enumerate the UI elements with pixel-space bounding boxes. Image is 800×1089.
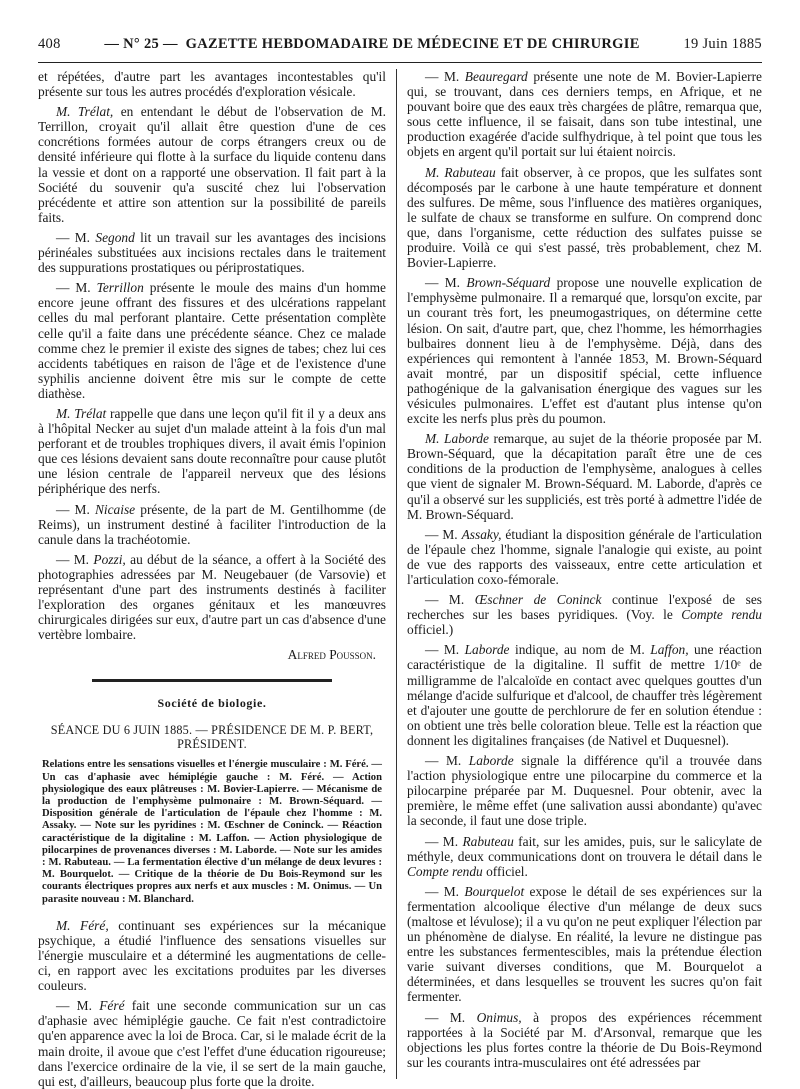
paragraph-text: au début de la séance, a offert à la Société des photographies adressées par M. Neugebauer (de Varsovie) et représentant d'une part des instruments destinés à faciliter l'exploration des organes génitaux et les manœuvres chirurgicales dirigées sur eux, d'autre part un cas d'absence d'une vertèbre lombaire. (38, 551, 386, 643)
dash-prefix: — M. (56, 998, 100, 1014)
speaker-name: Laborde (464, 642, 510, 658)
page-number: 408 (38, 36, 61, 52)
paragraph-text: présente le moule des mains d'un homme encore jeune offrant des fissures et des ulcérations rappelant celles du mal perforant plantaire. Cette présentation complète celle qu'il a faite dans une précédente séance. Chez ce malade comme chez le premier il existe des signes de tabes; chez lui ces accidents tabétiques en raison de l'âge et de l'existence d'une syphilis ancienne doivent être mis sur le compte de cette diathèse. (38, 280, 386, 401)
paragraph-text: indique, au nom de M. (509, 642, 651, 658)
paragraph (407, 527, 762, 587)
journal-title (104, 36, 639, 53)
dash-prefix: — M. (425, 642, 465, 658)
dash-prefix: — M. (56, 229, 96, 245)
speaker-name: M. Féré, (56, 917, 109, 933)
speaker-name: Laborde (468, 753, 514, 769)
paragraph-text: lit un travail sur les avantages des incisions périnéales substituées aux incisions rectales dans le traitement des suppurations prostatiques ou périprostatiques. (38, 229, 387, 276)
dash-prefix: — M. (56, 551, 94, 567)
dash-prefix: — M. (425, 1009, 477, 1025)
journal-name: GAZETTE HEBDOMADAIRE DE MÉDECINE ET DE CHIRURGIE (185, 36, 640, 52)
dash-prefix: — M. (425, 883, 465, 899)
dash-prefix: — M. (425, 833, 463, 849)
speaker-name: Brown-Séquard (466, 275, 551, 291)
paragraph (407, 275, 762, 426)
reference-title: Compte rendu (407, 863, 483, 879)
speaker-name: Assaky, (461, 526, 502, 542)
paragraph-text: signale la différence qu'il a trouvée dans l'action physiologique entre une pilocarpine du commerce et la pilocarpine préparée par M. Duquesnel. Pour obtenir, avec la première, le même effet (une salivation aussi abondante) qu'avec la seconde, il faut une dose triple. (407, 753, 762, 829)
left-column (38, 69, 396, 1089)
speaker-name: M. Trélat, (56, 104, 114, 120)
paragraph-text: rappelle que dans une leçon qu'il fit il y a deux ans à l'hôpital Necker au sujet d'un malade atteint à la fois d'un mal perforant et de troubles trophiques divers, il avait émis l'opinion que ces lésions devaient sans doute reconnaître pour cause plutôt une lésion centrale de l'appareil nerveux que des lésions périphérique des nerfs. (38, 405, 386, 497)
paragraph-text: fait, sur les amides, puis, sur le salicylate de méthyle, deux communications dont on trouvera le détail dans le (407, 833, 762, 864)
paragraph (38, 502, 386, 547)
issue-date: 19 Juin 1885 (683, 36, 762, 52)
session-summary: Relations entre les sensations visuelles et l'énergie musculaire : M. Féré. — Un cas d'aphasie avec hémiplégie gauche : M. Féré. — Action physiologique des eaux plâtreuses : M. Bovier-Lapierre. — Mécanisme de la production de l'emphysème pulmonaire : M. Brown-Séquard. — Disposition générale de l'articulation de l'épaule chez l'homme : M. Assaky. — Note sur les pyridines : M. Œschner de Coninck. — Réaction caractéristique de la digitaline : M. Laffon. — Action physiologique de pilocarpines de provenances diverses : M. Laborde. — Note sur les amides : M. Rabuteau. — La fermentation élective d'un mélange de deux levures : M. Bourquelot. — Critique de la théorie de Du Bois-Reymond sur les courants électriques propres aux nerfs et aux muscles : M. Onimus. — Un parasite nouveau : M. Blanchard. (42, 759, 382, 905)
paragraph (407, 753, 762, 828)
paragraph-text: officiel.) (407, 622, 454, 638)
section-title: Société de biologie. (157, 696, 267, 711)
speaker-name: Féré (99, 998, 125, 1014)
dash-prefix: — M. (425, 275, 467, 291)
paragraph (38, 230, 386, 275)
right-column (396, 69, 762, 1079)
dash-prefix: — M. (425, 592, 475, 608)
speaker-name: Pozzi, (93, 551, 126, 567)
paragraph (407, 431, 762, 522)
paragraph (407, 884, 762, 1005)
speaker-name: Œschner de Coninck (474, 592, 602, 608)
paragraph-text: en entendant le début de l'observation de M. Terrillon, croyait qu'il allait être question d'une de ces concrétions formées autour de corps étrangers creux ou de densité inférieure qui flotte à la surface du liquide contenu dans la vessie et dont on a rapporté une observation. Il fait part à la Société du souvenir qu'a suscité chez lui l'observation précédente et attire son attention sur la possibilité de pareils faits. (38, 104, 386, 225)
paragraph (38, 552, 386, 643)
paragraph (38, 104, 386, 225)
paragraph-text: à propos des expériences récemment rapportées à la Société par M. d'Arsonval, remarque que les objections les plus fortes contre la théorie de Du Bois-Reymond sur les courants intra-musculaires ont été adressées par (407, 1009, 762, 1070)
dash-prefix: — M. (56, 501, 95, 517)
paragraph (407, 1010, 762, 1070)
paragraph (407, 165, 762, 271)
speaker-name: M. Rabuteau (425, 164, 496, 180)
paragraph (407, 834, 762, 879)
paragraph-text: officiel. (482, 863, 528, 879)
paragraph-text: une réaction caractéristique de la digitaline. Il suffit de mettre 1/10ᵉ de milligramme de l'alcaloïde en contact avec quelques gouttes d'un mélange d'acide sulfurique et d'alcool, de chauffer très légèrement et d'ajouter une goutte de perchlorure de fer en solution étendue : on obtient une très belle coloration bleue. Telle est la réaction que donnent les digitalines françaises (de Nativel et Duquesnel). (407, 642, 762, 748)
paragraph-text: présente, de la part de M. Gentilhomme (de Reims), un instrument destiné à faciliter l'introduction de la canule dans la trachéotomie. (38, 501, 386, 547)
paragraph (407, 642, 762, 748)
paragraph-text: continuant ses expériences sur la mécanique psychique, a étudié l'influence des sensations visuelles sur l'énergie musculaire et a déterminé les augmentations de celle-ci, en rapport avec les excitations produites par les diverses couleurs. (38, 917, 386, 994)
reference-title: Compte rendu (681, 607, 762, 623)
speaker-name: Terrillon (96, 280, 144, 296)
paragraph (407, 69, 762, 160)
paragraph (38, 998, 386, 1089)
speaker-name: Onimus, (476, 1009, 522, 1025)
paragraph (38, 406, 386, 497)
paragraph-text: remarque, au sujet de la théorie proposée par M. Brown-Séquard, que la décapitation paraît être une de ces conditions de la production de l'emphysème, analogues à celles que vient de signaler M. Brown-Séquard. M. Laborde, d'après ce qu'il a observé sur les suppliciés, est très porté à admettre l'idée de M. Brown-Séquard. (407, 431, 762, 522)
speaker-name: Rabuteau (462, 833, 514, 849)
running-header (38, 36, 762, 63)
paragraph (407, 592, 762, 637)
paragraph-text: étudiant la disposition générale de l'articulation de l'épaule chez l'homme, signale l'analogie qui existe, au point de vue des rapports des vaisseaux, entre cette articulation et l'articulation coxo-fémorale. (407, 526, 762, 587)
speaker-name: M. Trélat (56, 405, 107, 421)
speaker-name: Segond (95, 229, 135, 245)
speaker-name: Bourquelot (464, 883, 525, 899)
paragraph (38, 918, 386, 993)
paragraph-text: fait observer, à ce propos, que les sulfates sont décomposés par le carbone à une haute température et donnent des sulfures. De même, sous l'influence des matières organiques, le sulfate de chaux se transforme en sulfure. On comprend donc que, dans l'organisme, cette réduction des sulfates puisse se produire. Voilà ce qui s'est passé, très probablement, chez M. Bovier-Lapierre. (407, 164, 763, 271)
two-column-body (38, 69, 763, 1089)
section-divider (92, 679, 332, 682)
author-signature: Alfred Pousson. (287, 647, 376, 663)
issue-number: — N° 25 — (104, 36, 178, 52)
dash-prefix: — M. (425, 526, 462, 542)
speaker-name: M. Laborde (425, 431, 489, 447)
paragraph-text: présente une note de M. Bovier-Lapierre qui, se trouvant, dans ces derniers temps, en Afrique, et ne pouvant boire que des eaux très chargées de plâtre, remarqua que, sous cette influence, il se faisait, dans son tube intestinal, une production exagérée d'acide sulfhydrique, à tel point que tous les objets en argent qu'il portait sur lui étaient noircis. (407, 69, 763, 160)
dash-prefix: — M. (425, 69, 465, 84)
paragraph: et répétées, d'autre part les avantages incontestables qu'il présente sur tous les autres procédés d'exploration vésicale. (38, 69, 386, 100)
dash-prefix: — M. (56, 280, 97, 296)
paragraph-text: expose le détail de ses expériences sur la fermentation alcoolique élective d'un mélange de deux sucs (maltose et lévulose); il a vu qu'on ne peut expliquer l'élection par un phénomène de dialyse. En réalité, la levure ne distingue pas entre les substances fermentescibles, mais la prétendue élection varie suivant diverses conditions, que M. Bourquelot a déterminées, et dans lesquelles se trouvent les sucres qu'on fait fermenter. (407, 883, 762, 1005)
speaker-name: Laffon, (650, 642, 689, 658)
speaker-name: Nicaise (94, 501, 136, 517)
paragraph-text: fait une seconde communication sur un cas d'aphasie avec hémiplégie gauche. Ce fait n'est contradictoire qu'en apparence avec la loi de Broca. Car, si le malade écrit de la main droite, il avoue que c'est l'effet d'une éducation rigoureuse; dans l'exercice ordinaire de la vie, il se sert de la main gauche, qui est, d'ailleurs, beaucoup plus forte que la droite. (38, 998, 386, 1089)
speaker-name: Beauregard (464, 69, 528, 84)
paragraph (38, 280, 386, 401)
paragraph-text: propose une nouvelle explication de l'emphysème pulmonaire. Il a remarqué que, lorsqu'on excite, par un courant très fort, les pneumogastriques, on détermine cette lésion. On sait, d'autre part, que, chez l'homme, les hémorrhagies bulbaires donnent lieu à de l'emphysème. Déjà, dans des expériences qui remontent à l'année 1853, M. Brown-Séquard avait montré, par un dispositif spécial, cette influence pathogénique de la galvanisation énergique des vagues sur les vésicules pulmonaires. L'effet est d'autant plus intense qu'on excite les nerfs plus près du poumon. (407, 275, 763, 427)
dash-prefix: — M. (425, 753, 469, 769)
session-heading: SÉANCE DU 6 JUIN 1885. — PRÉSIDENCE DE M. P. BERT, PRÉSIDENT. (50, 723, 374, 752)
paragraph-text: continue l'exposé de ses recherches sur les bases pyridiques. (Voy. le (407, 592, 763, 623)
